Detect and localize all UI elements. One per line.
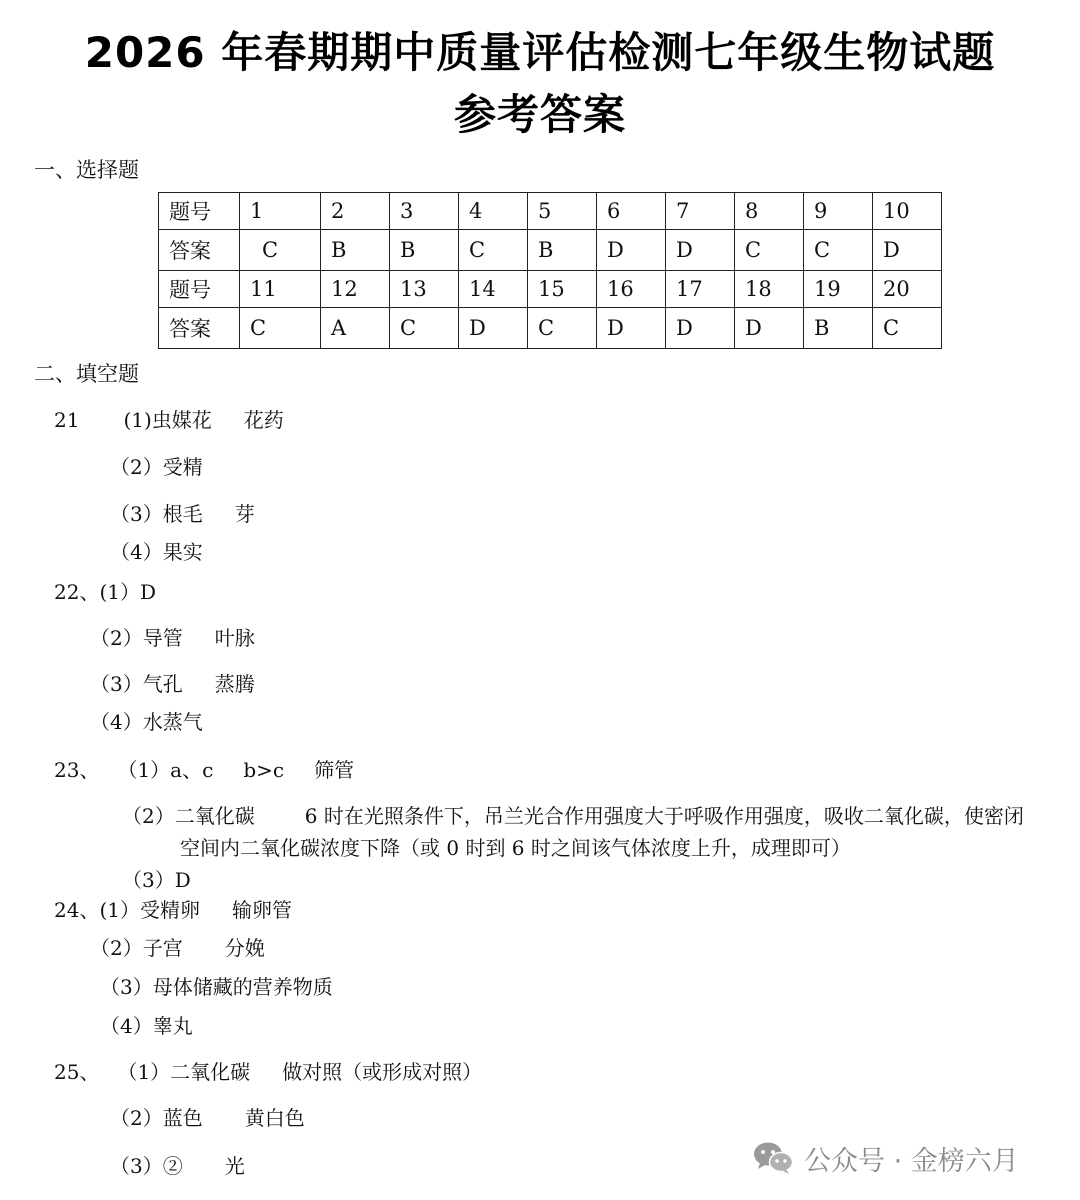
answer-cell: D (597, 308, 666, 349)
answer-cell: C (390, 308, 459, 349)
table-row (159, 230, 942, 271)
answer-line (110, 500, 255, 528)
question-number: 11 (240, 271, 321, 308)
answer-part: 蒸腾 (214, 672, 255, 696)
question-number: 7 (666, 193, 735, 230)
answer-line (54, 756, 354, 784)
answer-cell: D (735, 308, 804, 349)
answer-cell: C (459, 230, 528, 271)
table-row (159, 193, 942, 230)
answer-part: （2）子宫 (90, 936, 183, 960)
answer-cell: C (240, 308, 321, 349)
watermark (752, 1138, 1019, 1178)
section-heading-fill: 二、填空题 (34, 362, 139, 386)
answer-line (54, 406, 284, 434)
answer-line: （4）水蒸气 (90, 710, 203, 734)
answer-cell: C (873, 308, 942, 349)
answer-line: 空间内二氧化碳浓度下降（或 0 时到 6 时之间该气体浓度上升，成理即可） (180, 836, 851, 860)
answer-cell: C (240, 230, 321, 271)
answer-line: 22、(1）D (54, 580, 157, 604)
question-number: 21 (54, 408, 80, 432)
answer-line (122, 802, 1024, 830)
answer-part: 做对照（或形成对照） (282, 1060, 483, 1084)
question-number: 6 (597, 193, 666, 230)
question-number: 23、 (54, 758, 100, 782)
answer-cell: B (321, 230, 390, 271)
answer-line (110, 1152, 245, 1180)
answer-part: （2）导管 (90, 626, 183, 650)
answer-part: 输卵管 (231, 898, 292, 922)
table-row (159, 271, 942, 308)
answer-line: （4）睾丸 (100, 1014, 193, 1038)
answer-line: （3）母体储藏的营养物质 (100, 975, 333, 999)
answer-line (110, 1104, 305, 1132)
answer-part: （1）二氧化碳 (117, 1060, 251, 1084)
question-number: 1 (240, 193, 321, 230)
answer-part: （3）② (110, 1154, 183, 1178)
question-number: 13 (390, 271, 459, 308)
question-number: 3 (390, 193, 459, 230)
answer-line (90, 670, 255, 698)
answer-line (54, 896, 292, 924)
answer-part: 分娩 (224, 936, 265, 960)
question-number: 16 (597, 271, 666, 308)
answer-cell: D (666, 308, 735, 349)
answer-cell: C (528, 308, 597, 349)
answer-cell: D (459, 308, 528, 349)
table-header-label: 题号 (159, 193, 240, 230)
question-number: 9 (804, 193, 873, 230)
answer-part: 光 (224, 1154, 245, 1178)
answer-part: 黄白色 (244, 1106, 305, 1130)
table-answer-label: 答案 (159, 308, 240, 349)
answer-part: （1）a、c (117, 758, 214, 782)
answer-cell: B (390, 230, 459, 271)
answer-part: （2）二氧化碳 (122, 804, 255, 828)
table-answer-label: 答案 (159, 230, 240, 271)
answer-cell: C (804, 230, 873, 271)
answer-part: 筛管 (314, 758, 355, 782)
answer-table (158, 192, 942, 349)
answer-part: 叶脉 (214, 626, 255, 650)
question-number: 8 (735, 193, 804, 230)
answer-part: b>c (243, 758, 285, 782)
answer-part: 花药 (243, 408, 284, 432)
question-number: 17 (666, 271, 735, 308)
section-heading-choice: 一、选择题 (34, 158, 139, 182)
answer-line (90, 934, 265, 962)
answer-part: （3）根毛 (110, 502, 203, 526)
question-number: 14 (459, 271, 528, 308)
table-row (159, 308, 942, 349)
answer-part: 24、(1）受精卵 (54, 898, 200, 922)
answer-part: 芽 (234, 502, 255, 526)
table-header-label: 题号 (159, 271, 240, 308)
answer-line: （4）果实 (110, 540, 203, 564)
page-subtitle: 参考答案 (453, 90, 626, 139)
answer-line: （3）D (122, 868, 191, 892)
question-number: 19 (804, 271, 873, 308)
answer-line (54, 1058, 482, 1086)
answer-part: (1)虫媒花 (123, 408, 212, 432)
answer-line: （2）受精 (110, 455, 203, 479)
question-number: 4 (459, 193, 528, 230)
answer-part: （3）气孔 (90, 672, 183, 696)
answer-cell: B (528, 230, 597, 271)
answer-cell: D (666, 230, 735, 271)
answer-line (90, 624, 255, 652)
answer-part: （2）蓝色 (110, 1106, 203, 1130)
question-number: 12 (321, 271, 390, 308)
answer-cell: D (873, 230, 942, 271)
question-number: 18 (735, 271, 804, 308)
watermark-text: 公众号 · 金榜六月 (804, 1145, 1019, 1177)
page-title: 2026 年春期期中质量评估检测七年级生物试题 (84, 28, 996, 77)
question-number: 5 (528, 193, 597, 230)
wechat-icon (752, 1140, 794, 1176)
question-number: 15 (528, 271, 597, 308)
question-number: 2 (321, 193, 390, 230)
question-number: 10 (873, 193, 942, 230)
question-number: 20 (873, 271, 942, 308)
answer-cell: A (321, 308, 390, 349)
answer-part: 6 时在光照条件下，吊兰光合作用强度大于呼吸作用强度，吸收二氧化碳，使密闭 (304, 804, 1024, 828)
answer-cell: C (735, 230, 804, 271)
question-number: 25、 (54, 1060, 100, 1084)
answer-cell: B (804, 308, 873, 349)
answer-cell: D (597, 230, 666, 271)
